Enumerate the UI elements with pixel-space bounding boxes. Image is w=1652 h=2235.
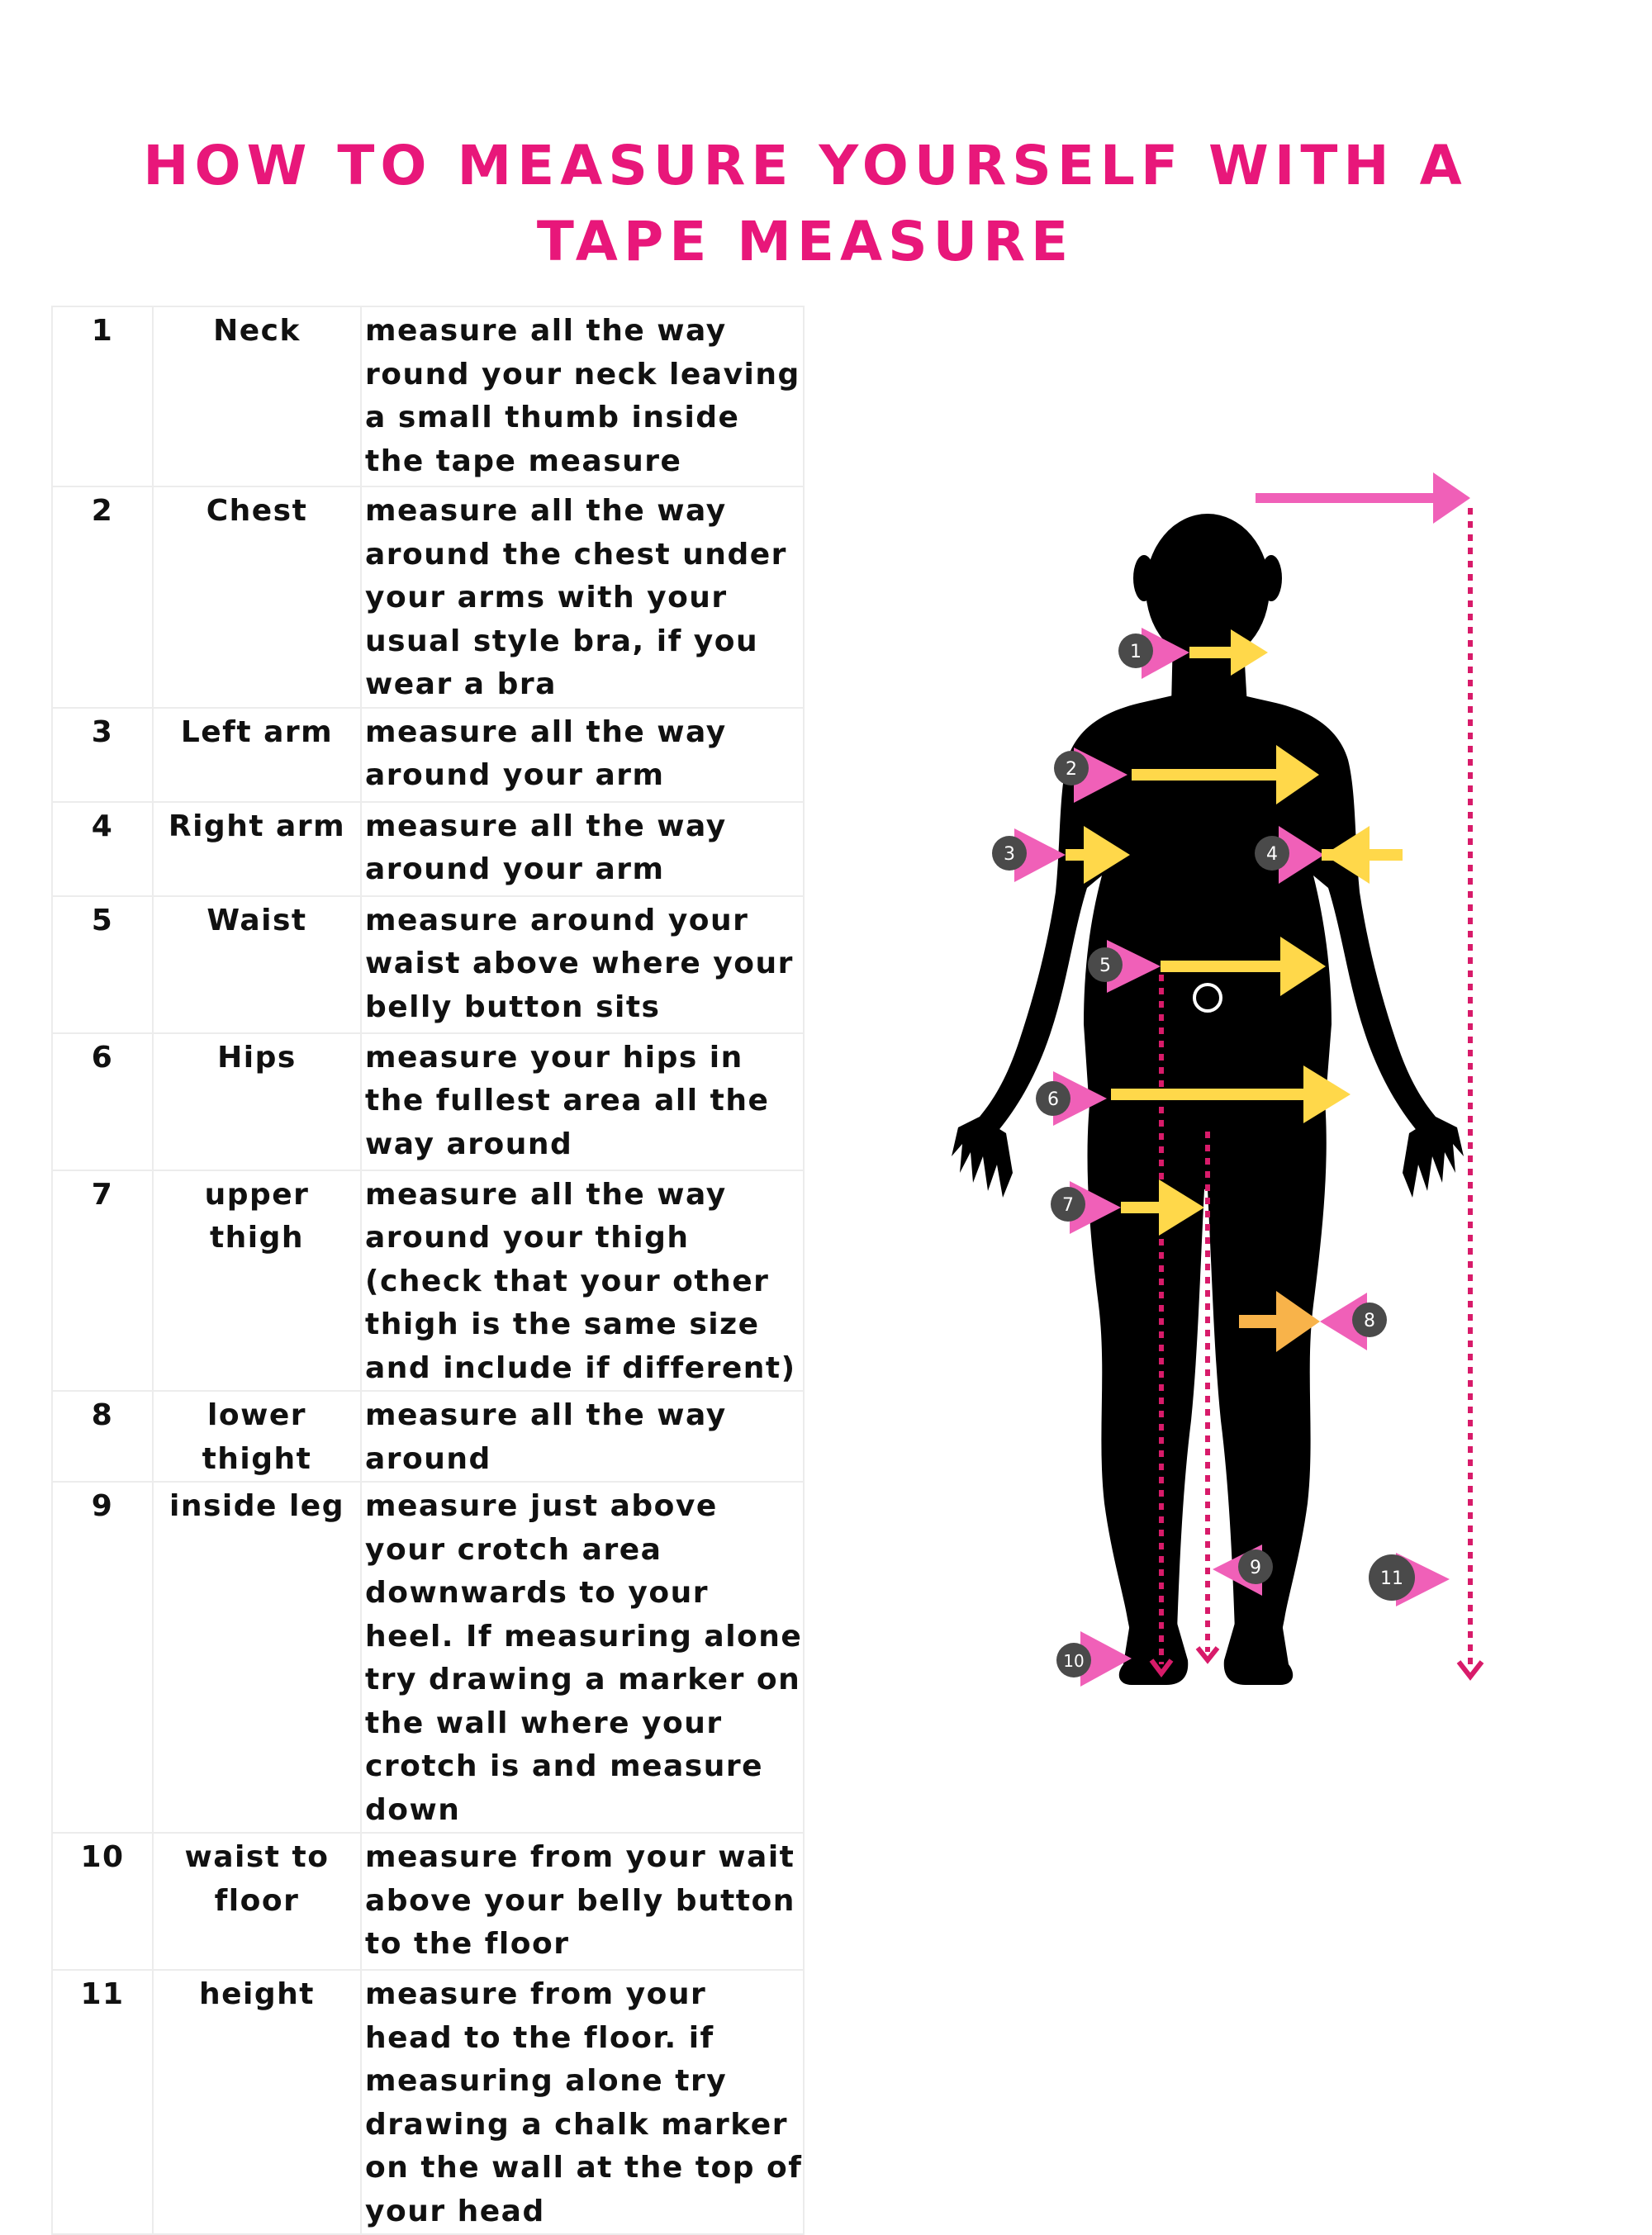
row-number: 3 [52, 708, 153, 802]
instruction: measure all the way around your arm [361, 802, 804, 896]
svg-text:9: 9 [1250, 1558, 1261, 1578]
marker-11 [1369, 1554, 1415, 1601]
body-part: Right arm [153, 802, 361, 896]
svg-text:6: 6 [1047, 1089, 1059, 1110]
instruction: measure your hips in the fullest area all the way around [361, 1033, 804, 1170]
body-part: Left arm [153, 708, 361, 802]
row-number: 11 [52, 1970, 153, 2234]
svg-text:2: 2 [1066, 759, 1077, 780]
body-part: Neck [153, 306, 361, 486]
row-number: 8 [52, 1391, 153, 1482]
body-part: height [153, 1970, 361, 2234]
row-number: 1 [52, 306, 153, 486]
body-part: Hips [153, 1033, 361, 1170]
marker-7 [1051, 1187, 1085, 1222]
svg-text:11: 11 [1380, 1568, 1403, 1589]
page-title: HOW TO MEASURE YOURSELF WITH A TAPE MEASURE [143, 134, 1468, 273]
body-part: Waist [153, 896, 361, 1033]
marker-10 [1056, 1643, 1091, 1677]
svg-text:7: 7 [1062, 1195, 1074, 1216]
svg-text:10: 10 [1063, 1651, 1085, 1671]
body-part: Chest [153, 486, 361, 708]
marker-2 [1054, 751, 1089, 785]
row-number: 2 [52, 486, 153, 708]
instruction: measure just above your crotch area downwards to your heel. If measuring alone try drawing a marker on the wall where your crotch is and measure down [361, 1482, 804, 1833]
svg-text:5: 5 [1099, 956, 1111, 976]
row-number: 4 [52, 802, 153, 896]
marker-5 [1088, 947, 1123, 982]
marker-6 [1036, 1081, 1070, 1116]
svg-text:3: 3 [1004, 844, 1015, 865]
instruction: measure from your wait above your belly button to the floor [361, 1833, 804, 1970]
instruction: measure all the way around your thigh (check that your other thigh is the same size and include if different) [361, 1170, 804, 1392]
marker-4 [1255, 836, 1289, 871]
marker-9 [1238, 1549, 1273, 1584]
instruction: measure from your head to the floor. if measuring alone try drawing a chalk marker on the wall at the top of your head [361, 1970, 804, 2234]
instruction: measure all the way around the chest under your arms with your usual style bra, if you wear a bra [361, 486, 804, 708]
svg-text:8: 8 [1364, 1311, 1375, 1331]
svg-text:4: 4 [1266, 844, 1278, 865]
instruction: measure all the way around [361, 1391, 804, 1482]
body-part: inside leg [153, 1482, 361, 1833]
row-number: 9 [52, 1482, 153, 1833]
instruction: measure all the way around your arm [361, 708, 804, 802]
marker-1 [1118, 633, 1153, 668]
row-number: 10 [52, 1833, 153, 1970]
body-part: waist to floor [153, 1833, 361, 1970]
row-number: 7 [52, 1170, 153, 1392]
instruction: measure all the way round your neck leaving a small thumb inside the tape measure [361, 306, 804, 486]
row-number: 5 [52, 896, 153, 1033]
instruction: measure around your waist above where your belly button sits [361, 896, 804, 1033]
row-number: 6 [52, 1033, 153, 1170]
body-part: lower thight [153, 1391, 361, 1482]
marker-8 [1352, 1303, 1387, 1337]
svg-text:1: 1 [1130, 642, 1142, 662]
marker-3 [992, 836, 1027, 871]
body-part: upper thigh [153, 1170, 361, 1392]
